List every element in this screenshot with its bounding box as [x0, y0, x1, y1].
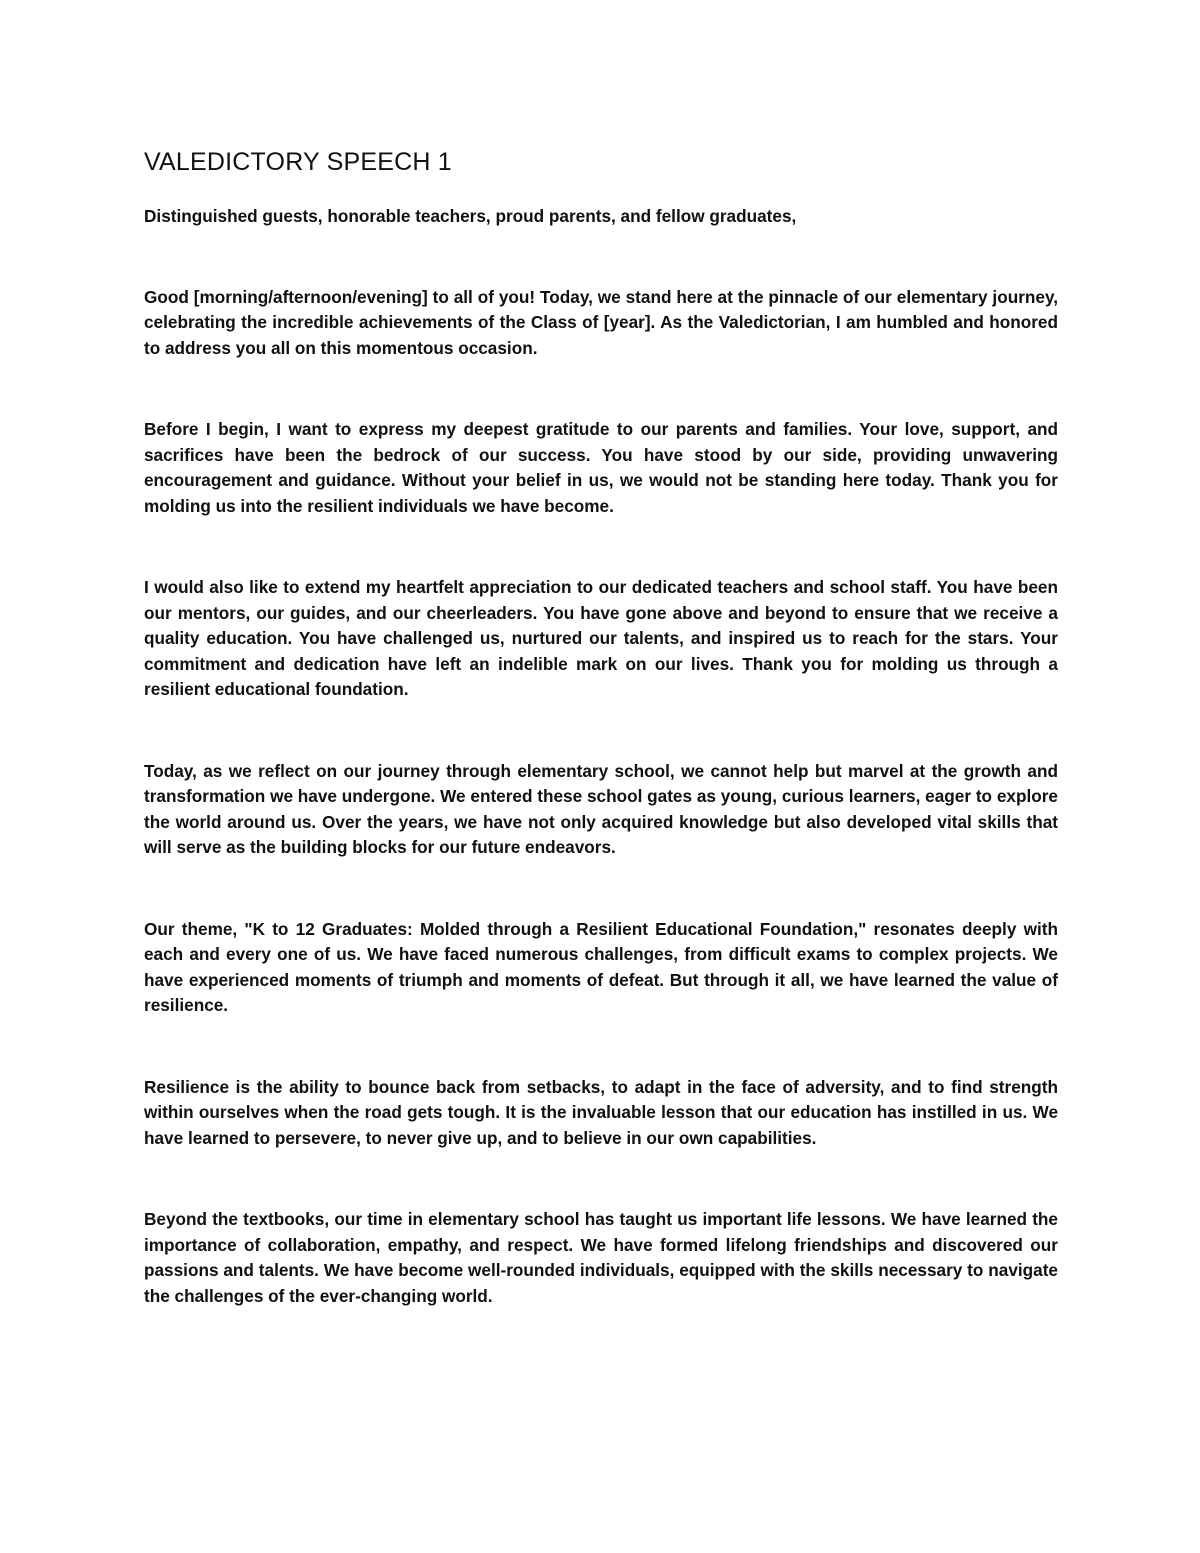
paragraph-appreciation-teachers: I would also like to extend my heartfelt appreciation to our dedicated teachers and school staff. You have been our mentors, our guides, and our cheerleaders. You have gone above and beyond to ensure that we receive a quality education. You have challenged us, nurtured our talents, and inspired us to reach for the stars. Your commitment and dedication have left an indelible mark on our lives. Thank you for molding us through a resilient educational foundation. — [144, 577, 1058, 699]
paragraph-resilience: Resilience is the ability to bounce back from setbacks, to adapt in the face of adversity, and to find strength within ourselves when the road gets tough. It is the invaluable lesson that our education has instilled in us. We have learned to persevere, to never give up, and to believe in our own capabilities. — [144, 1076, 1058, 1148]
document-title: VALEDICTORY SPEECH 1 — [144, 148, 452, 176]
paragraph-greeting: Good [morning/afternoon/evening] to all of you! Today, we stand here at the pinnacle of our elementary journey, celebrating the incredible achievements of the Class of [year]. As the Valedictorian, I am humbled and honored to address you all on this momentous occasion. — [144, 286, 1058, 358]
document-body — [144, 146, 1058, 1309]
salutation: Distinguished guests, honorable teachers, proud parents, and fellow graduates, — [144, 206, 797, 226]
paragraph-gratitude-parents: Before I begin, I want to express my deepest gratitude to our parents and families. Your love, support, and sacrifices have been the bedrock of our success. You have stood by our side, providing unwavering encouragement and guidance. Without your belief in us, we would not be standing here today. Thank you for molding us into the resilient individuals we have become. — [144, 419, 1058, 516]
paragraph-theme: Our theme, "K to 12 Graduates: Molded through a Resilient Educational Foundation," resonates deeply with each and every one of us. We have faced numerous challenges, from difficult exams to complex projects. We have experienced moments of triumph and moments of defeat. But through it all, we have learned the value of resilience. — [144, 918, 1058, 1015]
paragraph-life-lessons: Beyond the textbooks, our time in elementary school has taught us important life lessons. We have learned the importance of collaboration, empathy, and respect. We have formed lifelong friendships and discovered our passions and talents. We have become well-rounded individuals, equipped with the skills necessary to navigate the challenges of the ever-changing world. — [144, 1209, 1058, 1306]
paragraph-reflection: Today, as we reflect on our journey through elementary school, we cannot help but marvel at the growth and transformation we have undergone. We entered these school gates as young, curious learners, eager to explore the world around us. Over the years, we have not only acquired knowledge but also developed vital skills that will serve as the building blocks for our future endeavors. — [144, 760, 1058, 857]
